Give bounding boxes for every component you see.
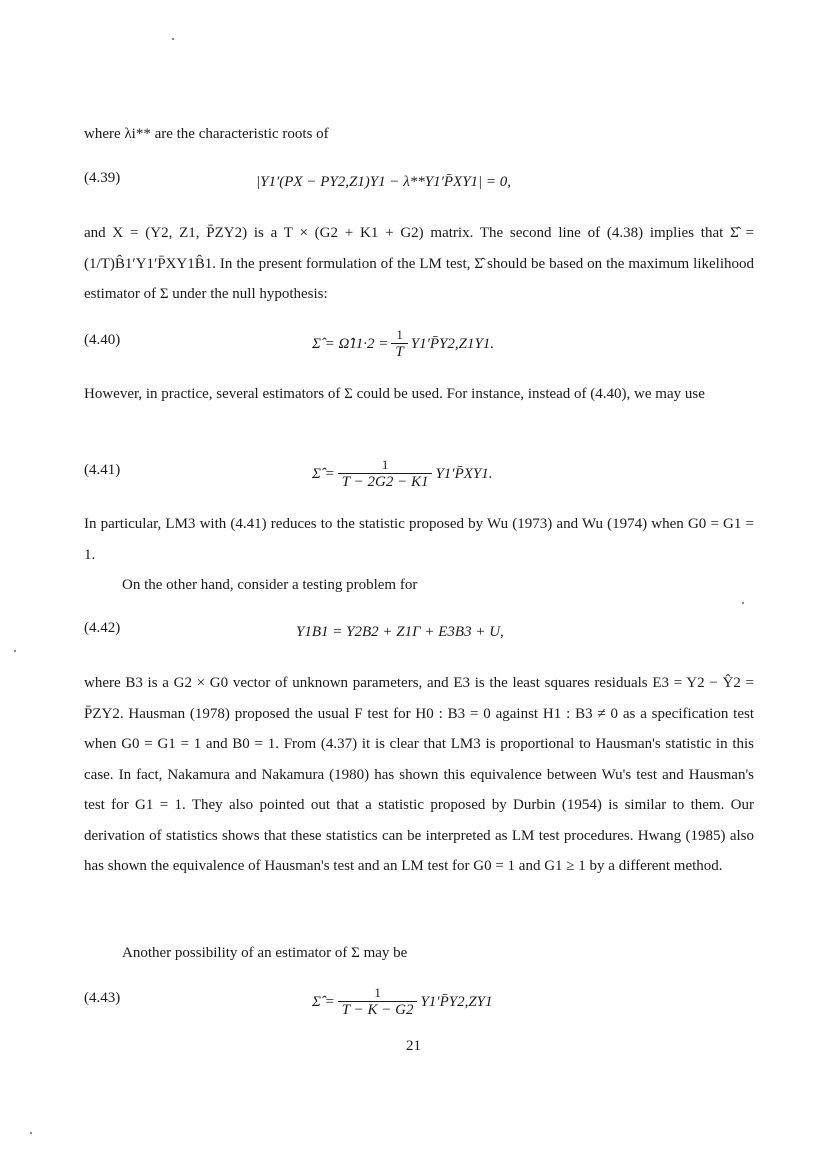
equation-4-42 <box>84 610 754 654</box>
fraction-numerator: 1 <box>374 985 381 1000</box>
paragraph-hausman: where B3 is a G2 × G0 vector of unknown parameters, and E3 is the least squares residuals E3 = Y2 − Ŷ2 = P̄ZY2. Hausman (1978) proposed the usual F test for H0 : B3 = 0 against H1 : B3 ≠ 0 as a specification test when G0 = G1 = 1 and B0 = 1. From (4.37) it is clear that LM3 is proportional to Hausman's statistic in this case. In fact, Nakamura and Nakamura (1980) has shown this equivalence between Wu's test and Hausman's test for G1 = 1. They also pointed out that a statistic proposed by Durbin (1954) is similar to them. Our derivation of statistics shows that these statistics can be interpreted as LM test procedures. Hwang (1985) also has shown the equivalence of Hausman's test and an LM test for G0 = 1 and G1 ≥ 1 by a different method. <box>84 675 754 874</box>
equation-body: Y1B1 = Y2B2 + Z1Γ + E3B3 + U, <box>296 623 504 640</box>
equation-number: (4.42) <box>84 620 121 636</box>
equation-body <box>312 322 494 366</box>
paragraph-estimators: However, in practice, several estimators of Σ could be used. For instance, instead of (4.40), we may use <box>84 386 705 402</box>
equation-4-41 <box>84 452 754 496</box>
equation-body <box>312 980 493 1024</box>
paragraph-testing-problem: On the other hand, consider a testing problem for <box>122 577 418 593</box>
equation-4-40 <box>84 322 754 366</box>
fraction-numerator: 1 <box>396 327 403 342</box>
equation-lhs: Σ̂ = Ω̂11·2 = <box>312 335 389 352</box>
equation-body: |Y1′(PX − PY2,Z1)Y1 − λ**Y1′P̄XY1| = 0, <box>256 173 512 190</box>
equation-body <box>312 452 493 496</box>
fraction-denominator: T <box>391 343 407 361</box>
equation-rhs: Y1′P̄Y2,ZY1 <box>420 993 493 1010</box>
equation-4-39 <box>84 160 754 204</box>
fraction <box>338 985 418 1019</box>
paragraph-wu-statistic: In particular, LM3 with (4.41) reduces to the statistic proposed by Wu (1973) and Wu (1974) when G0 = G1 = 1. <box>84 516 754 563</box>
fraction-numerator: 1 <box>381 457 389 472</box>
fraction <box>338 457 433 491</box>
equation-number: (4.40) <box>84 332 121 348</box>
scan-speck <box>742 602 744 604</box>
equation-lhs: Σ̂ = <box>312 465 335 482</box>
equation-rhs: Y1′P̄Y2,Z1Y1. <box>410 335 495 352</box>
paragraph-intro: where λi** are the characteristic roots of <box>84 126 329 142</box>
equation-lhs: Σ̂ = <box>312 993 335 1010</box>
equation-number: (4.41) <box>84 462 121 478</box>
scan-speck <box>14 650 16 652</box>
equation-4-43 <box>84 980 754 1024</box>
paragraph-sigma-definition: and X = (Y2, Z1, P̄ZY2) is a T × (G2 + K1 + G2) matrix. The second line of (4.38) implies that Σ̂ = (1/T)B̂1′Y1′P̄XY1B̂1. In the present formulation of the LM test, Σ̂ should be based on the maximum likelihood estimator of Σ under the null hypothesis: <box>84 225 754 302</box>
fraction-denominator: T − K − G2 <box>338 1001 418 1019</box>
equation-number: (4.39) <box>84 170 121 186</box>
equation-rhs: Y1′P̄XY1. <box>435 465 493 482</box>
page-number: 21 <box>406 1038 421 1054</box>
fraction <box>391 327 407 361</box>
scan-speck <box>172 38 174 40</box>
equation-number: (4.43) <box>84 990 121 1006</box>
scan-speck <box>30 1132 32 1134</box>
paragraph-another-estimator: Another possibility of an estimator of Σ may be <box>122 945 408 961</box>
fraction-denominator: T − 2G2 − K1 <box>338 473 433 491</box>
